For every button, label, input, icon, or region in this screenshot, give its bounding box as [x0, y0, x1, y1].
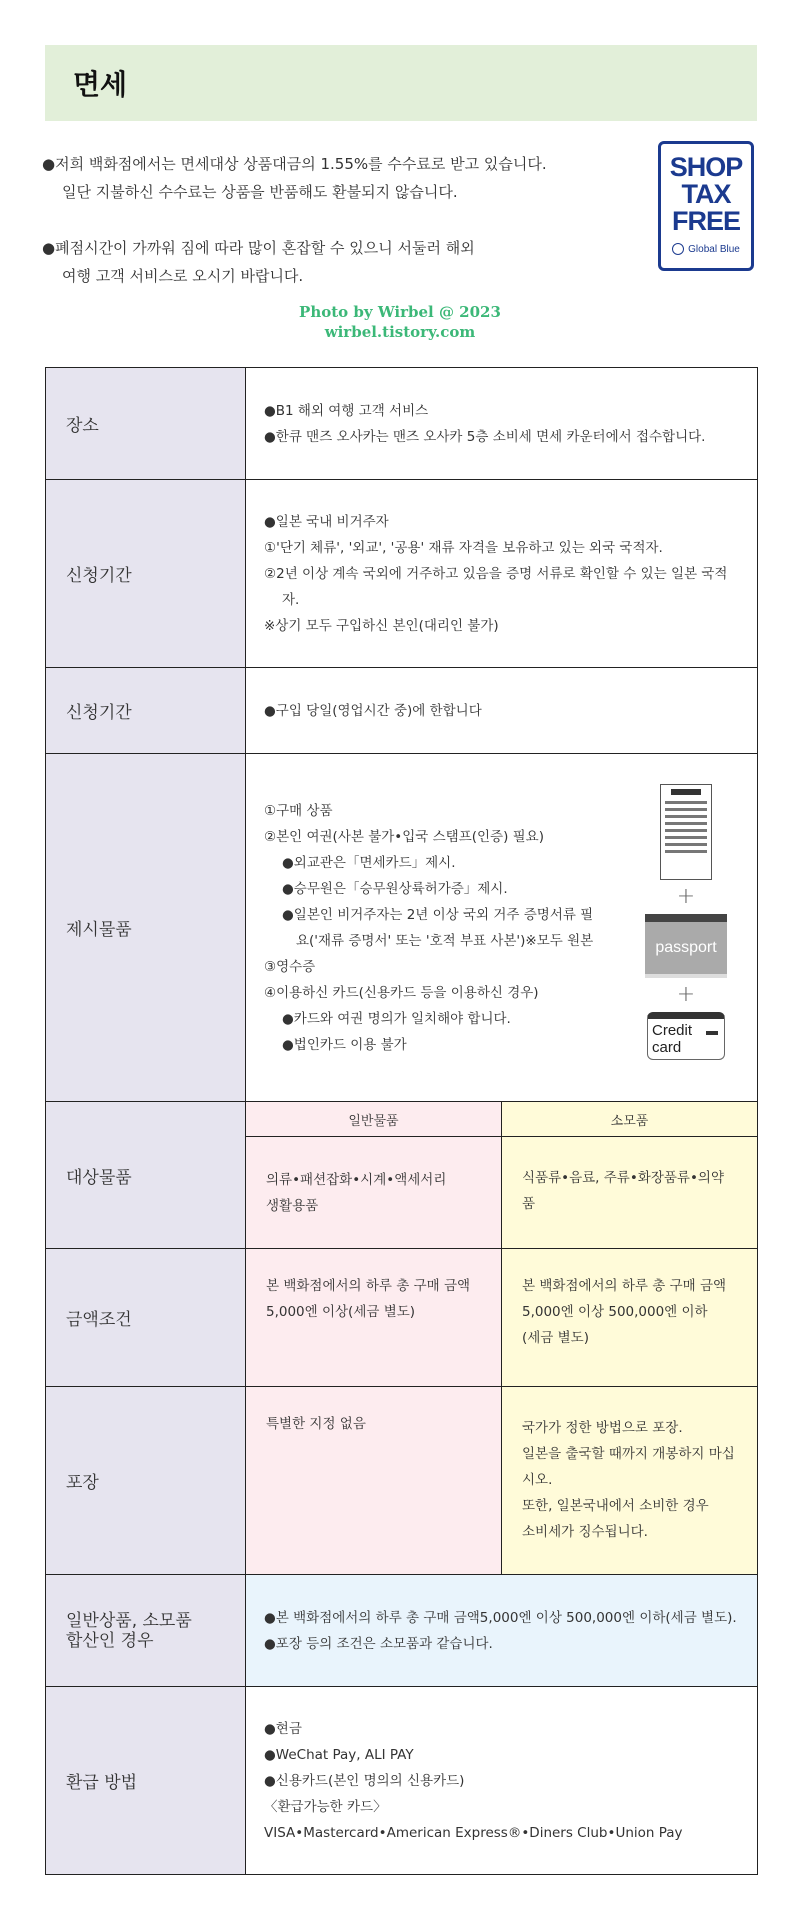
title-banner [45, 45, 757, 121]
content-line: 자. [282, 591, 300, 608]
page-title: 면세 [73, 68, 128, 101]
column-header-consumable: 소모품 [502, 1102, 758, 1137]
row-items-header [46, 1102, 758, 1137]
global-blue-icon [672, 243, 684, 255]
notice-line: 폐점시간이 가까워 짐에 따라 많이 혼잡할 수 있으니 서둘러 해외 [55, 239, 475, 257]
plus-icon: + [676, 982, 696, 1007]
content-line: VISA•Mastercard•American Express®•Diners Club•Union Pay [264, 1824, 683, 1841]
content-line: ●일본 국내 비거주자 [264, 513, 389, 530]
row-refund [46, 1687, 758, 1875]
label-line: 일반상품, 소모품 [66, 1610, 192, 1631]
plus-icon: + [676, 884, 696, 909]
row-content [246, 1687, 758, 1875]
content-line: ●신용카드(본인 명의의 신용카드) [264, 1772, 465, 1789]
credit-card-icon [647, 1012, 725, 1060]
intro-notice [42, 150, 642, 318]
bullet-icon: ● [42, 155, 56, 173]
content-line: ①'단기 체류', '외교', '공용' 재류 자격을 보유하고 있는 외국 국적자. [264, 539, 663, 556]
content-line: 시오. [522, 1472, 553, 1488]
row-content [246, 368, 758, 480]
content-line: ●일본인 비거주자는 2년 이상 국외 거주 증명서류 필 [282, 906, 594, 923]
content-line: 또한, 일본국내에서 소비한 경우 [522, 1498, 709, 1514]
content-line: ①구매 상품 [264, 802, 333, 819]
row-label: 신청기간 [46, 668, 246, 754]
content-line: ※상기 모두 구입하신 본인(대리인 불가) [264, 617, 499, 634]
row-amount [46, 1249, 758, 1387]
row-label: 장소 [46, 368, 246, 480]
row-label [46, 1575, 246, 1687]
passport-icon: passport [645, 914, 727, 978]
content-line: ②2년 이상 계속 국외에 거주하고 있음을 증명 서류로 확인할 수 있는 일본 국적 [264, 565, 728, 582]
watermark-credit: Photo by Wirbel @ 2023 [299, 303, 501, 321]
content-line: 국가가 정한 방법으로 포장. [522, 1420, 683, 1436]
content-line: ②본인 여권(사본 불가•입국 스탬프(인증) 필요) [264, 828, 544, 845]
global-blue-brand [661, 243, 751, 255]
row-label: 대상물품 [46, 1102, 246, 1249]
content-line: ●구입 당일(영업시간 중)에 한합니다 [264, 702, 482, 719]
row-content [246, 668, 758, 754]
content-line: ●한큐 맨즈 오사카는 맨즈 오사카 5층 소비세 면세 카운터에서 접수합니다. [264, 428, 706, 445]
content-line: ●WeChat Pay, ALI PAY [264, 1746, 414, 1763]
content-line: ●승무원은「승무원상륙허가증」제시. [282, 880, 508, 897]
label-line: 합산인 경우 [66, 1630, 154, 1651]
row-content [246, 1575, 758, 1687]
row-label: 포장 [46, 1387, 246, 1575]
card-text: Credit [652, 1022, 693, 1039]
logo-word: SHOP [669, 152, 743, 182]
content-line: 본 백화점에서의 하루 총 구매 금액 [522, 1278, 727, 1294]
row-combined [46, 1575, 758, 1687]
content-line: 생활용품 [266, 1197, 319, 1214]
receipt-icon [660, 784, 712, 880]
content-line: ●B1 해외 여행 고객 서비스 [264, 402, 429, 419]
content-line: (세금 별도) [522, 1330, 589, 1346]
row-content [246, 480, 758, 668]
consumable-items [502, 1137, 758, 1249]
logo-word: TAX [681, 179, 731, 209]
row-label: 금액조건 [46, 1249, 246, 1387]
notice-line: 저희 백화점에서는 면세대상 상품대금의 1.55%를 수수료로 받고 있습니다. [55, 155, 547, 173]
content-line: 소비세가 징수됩니다. [522, 1524, 648, 1540]
column-header-general: 일반물품 [246, 1102, 502, 1137]
tax-free-logo [658, 141, 754, 271]
watermark-url: wirbel.tistory.com [324, 323, 476, 341]
general-items [246, 1137, 502, 1249]
row-period [46, 668, 758, 754]
content-line: 요('재류 증명서' 또는 '호적 부표 사본')※모두 원본 [296, 932, 594, 949]
content-line: ④이용하신 카드(신용카드 등을 이용하신 경우) [264, 984, 539, 1001]
row-eligibility [46, 480, 758, 668]
notice-line: 일단 지불하신 수수료는 상품을 반품해도 환불되지 않습니다. [62, 183, 458, 201]
row-label: 환급 방법 [46, 1687, 246, 1875]
card-text: card [652, 1039, 682, 1056]
content-line: ●포장 등의 조건은 소모품과 같습니다. [264, 1635, 493, 1652]
bullet-icon: ● [42, 239, 56, 257]
notice-fee [42, 150, 642, 206]
content-line: ●현금 [264, 1720, 302, 1737]
content-line: ③영수증 [264, 958, 316, 975]
general-packaging [246, 1387, 502, 1575]
brand-name: Global Blue [688, 243, 740, 255]
content-line: ●카드와 여권 명의가 일치해야 합니다. [282, 1010, 511, 1027]
consumable-packaging [502, 1387, 758, 1575]
content-line: 5,000엔 이상(세금 별도) [266, 1304, 416, 1320]
content-line: ●법인카드 이용 불가 [282, 1036, 407, 1053]
content-line: 식품류•음료, 주류•화장품류•의약품 [522, 1170, 725, 1212]
content-line: 본 백화점에서의 하루 총 구매 금액 [266, 1278, 471, 1294]
content-line: 5,000엔 이상 500,000엔 이하 [522, 1304, 708, 1320]
tax-free-info-table [45, 367, 758, 1875]
notice-line: 여행 고객 서비스로 오시기 바랍니다. [62, 267, 304, 285]
row-label: 신청기간 [46, 480, 246, 668]
row-documents [46, 754, 758, 1102]
content-line: 의류•패션잡화•시계•액세서리 [266, 1171, 447, 1188]
documents-illustration [645, 784, 727, 1060]
consumable-amount [502, 1249, 758, 1387]
row-label: 제시물품 [46, 754, 246, 1102]
general-amount [246, 1249, 502, 1387]
row-place [46, 368, 758, 480]
row-content [246, 754, 758, 1102]
content-line: ●외교관은「면세카드」제시. [282, 854, 456, 871]
row-packaging [46, 1387, 758, 1575]
logo-word: FREE [671, 206, 740, 236]
notice-closing [42, 234, 642, 290]
content-line: 〈환급가능한 카드〉 [264, 1798, 387, 1815]
content-line: 특별한 지정 없음 [266, 1416, 366, 1432]
content-line: ●본 백화점에서의 하루 총 구매 금액5,000엔 이상 500,000엔 이하(세금 별도). [264, 1609, 737, 1626]
content-line: 일본을 출국할 때까지 개봉하지 마십 [522, 1446, 735, 1462]
